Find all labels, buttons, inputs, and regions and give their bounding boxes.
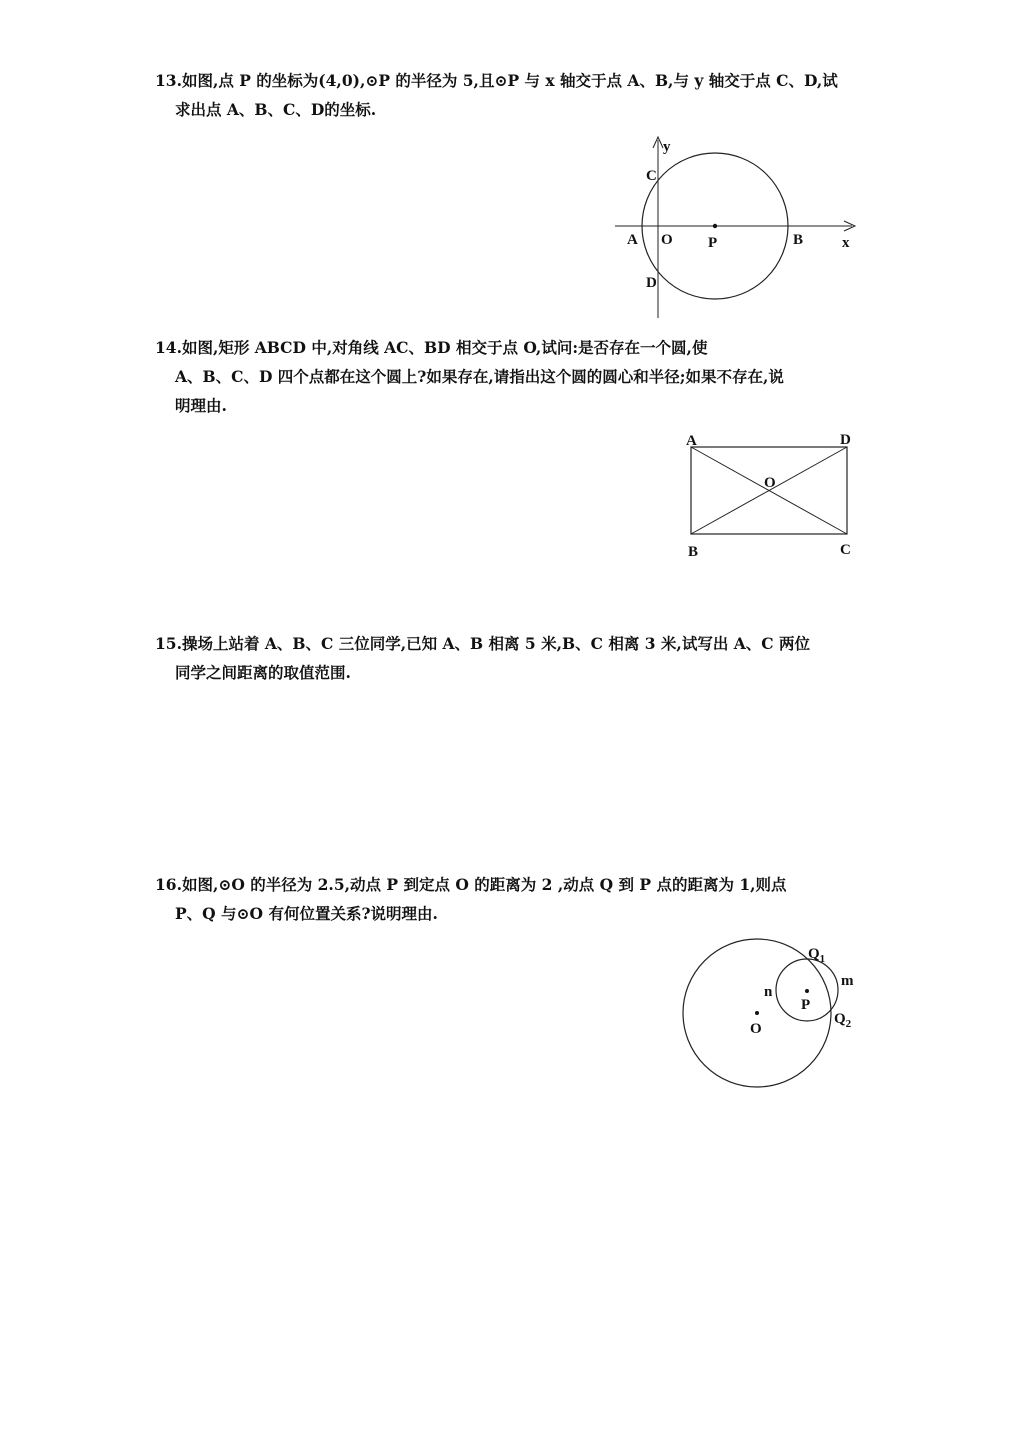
point-o-dot xyxy=(755,1011,759,1015)
label-b: B xyxy=(793,232,804,248)
question-15-line-2: 同学之间距离的取值范围. xyxy=(175,663,351,682)
label-q2: $Q_2$ xyxy=(834,1011,852,1030)
label-c: C xyxy=(646,168,657,184)
question-13-line-2: 求出点 A、B、C、D的坐标. xyxy=(175,100,377,119)
label-n: n xyxy=(764,984,773,1000)
question-14-line-3: 明理由. xyxy=(175,396,227,415)
label-y: y xyxy=(663,139,671,155)
label-o: O xyxy=(764,475,776,491)
label-o: O xyxy=(661,232,673,248)
label-x: x xyxy=(842,235,850,251)
label-o: O xyxy=(750,1021,762,1037)
label-p: P xyxy=(708,235,718,251)
question-15-line-1: 15.操场上站着 A、B、C 三位同学,已知 A、B 相离 5 米,B、C 相离 3 米,试写出 A、C 两位 xyxy=(155,634,810,653)
point-p-dot xyxy=(805,989,809,993)
label-c: C xyxy=(840,542,851,558)
label-a: A xyxy=(627,232,638,248)
question-14-line-1: 14.如图,矩形 ABCD 中,对角线 AC、BD 相交于点 O,试问:是否存在一个圆,使 xyxy=(155,338,708,357)
question-16-line-2: P、Q 与⊙O 有何位置关系?说明理由. xyxy=(175,904,438,923)
question-14-line-2: A、B、C、D 四个点都在这个圆上?如果存在,请指出这个圆的圆心和半径;如果不存在,说 xyxy=(175,367,784,386)
label-q1: $Q_1$ xyxy=(808,946,826,965)
question-13-line-1: 13.如图,点 P 的坐标为(4,0),⊙P 的半径为 5,且⊙P 与 x 轴交于点 A、B,与 y 轴交于点 C、D,试 xyxy=(155,71,838,90)
label-d: D xyxy=(840,432,851,448)
label-a: A xyxy=(686,433,697,449)
question-16-line-1: 16.如图,⊙O 的半径为 2.5,动点 P 到定点 O 的距离为 2 ,动点 Q 到 P 点的距离为 1,则点 xyxy=(155,875,787,894)
label-m: m xyxy=(841,973,854,989)
label-d: D xyxy=(646,275,657,291)
label-b: B xyxy=(688,544,699,560)
label-p: P xyxy=(801,997,811,1013)
